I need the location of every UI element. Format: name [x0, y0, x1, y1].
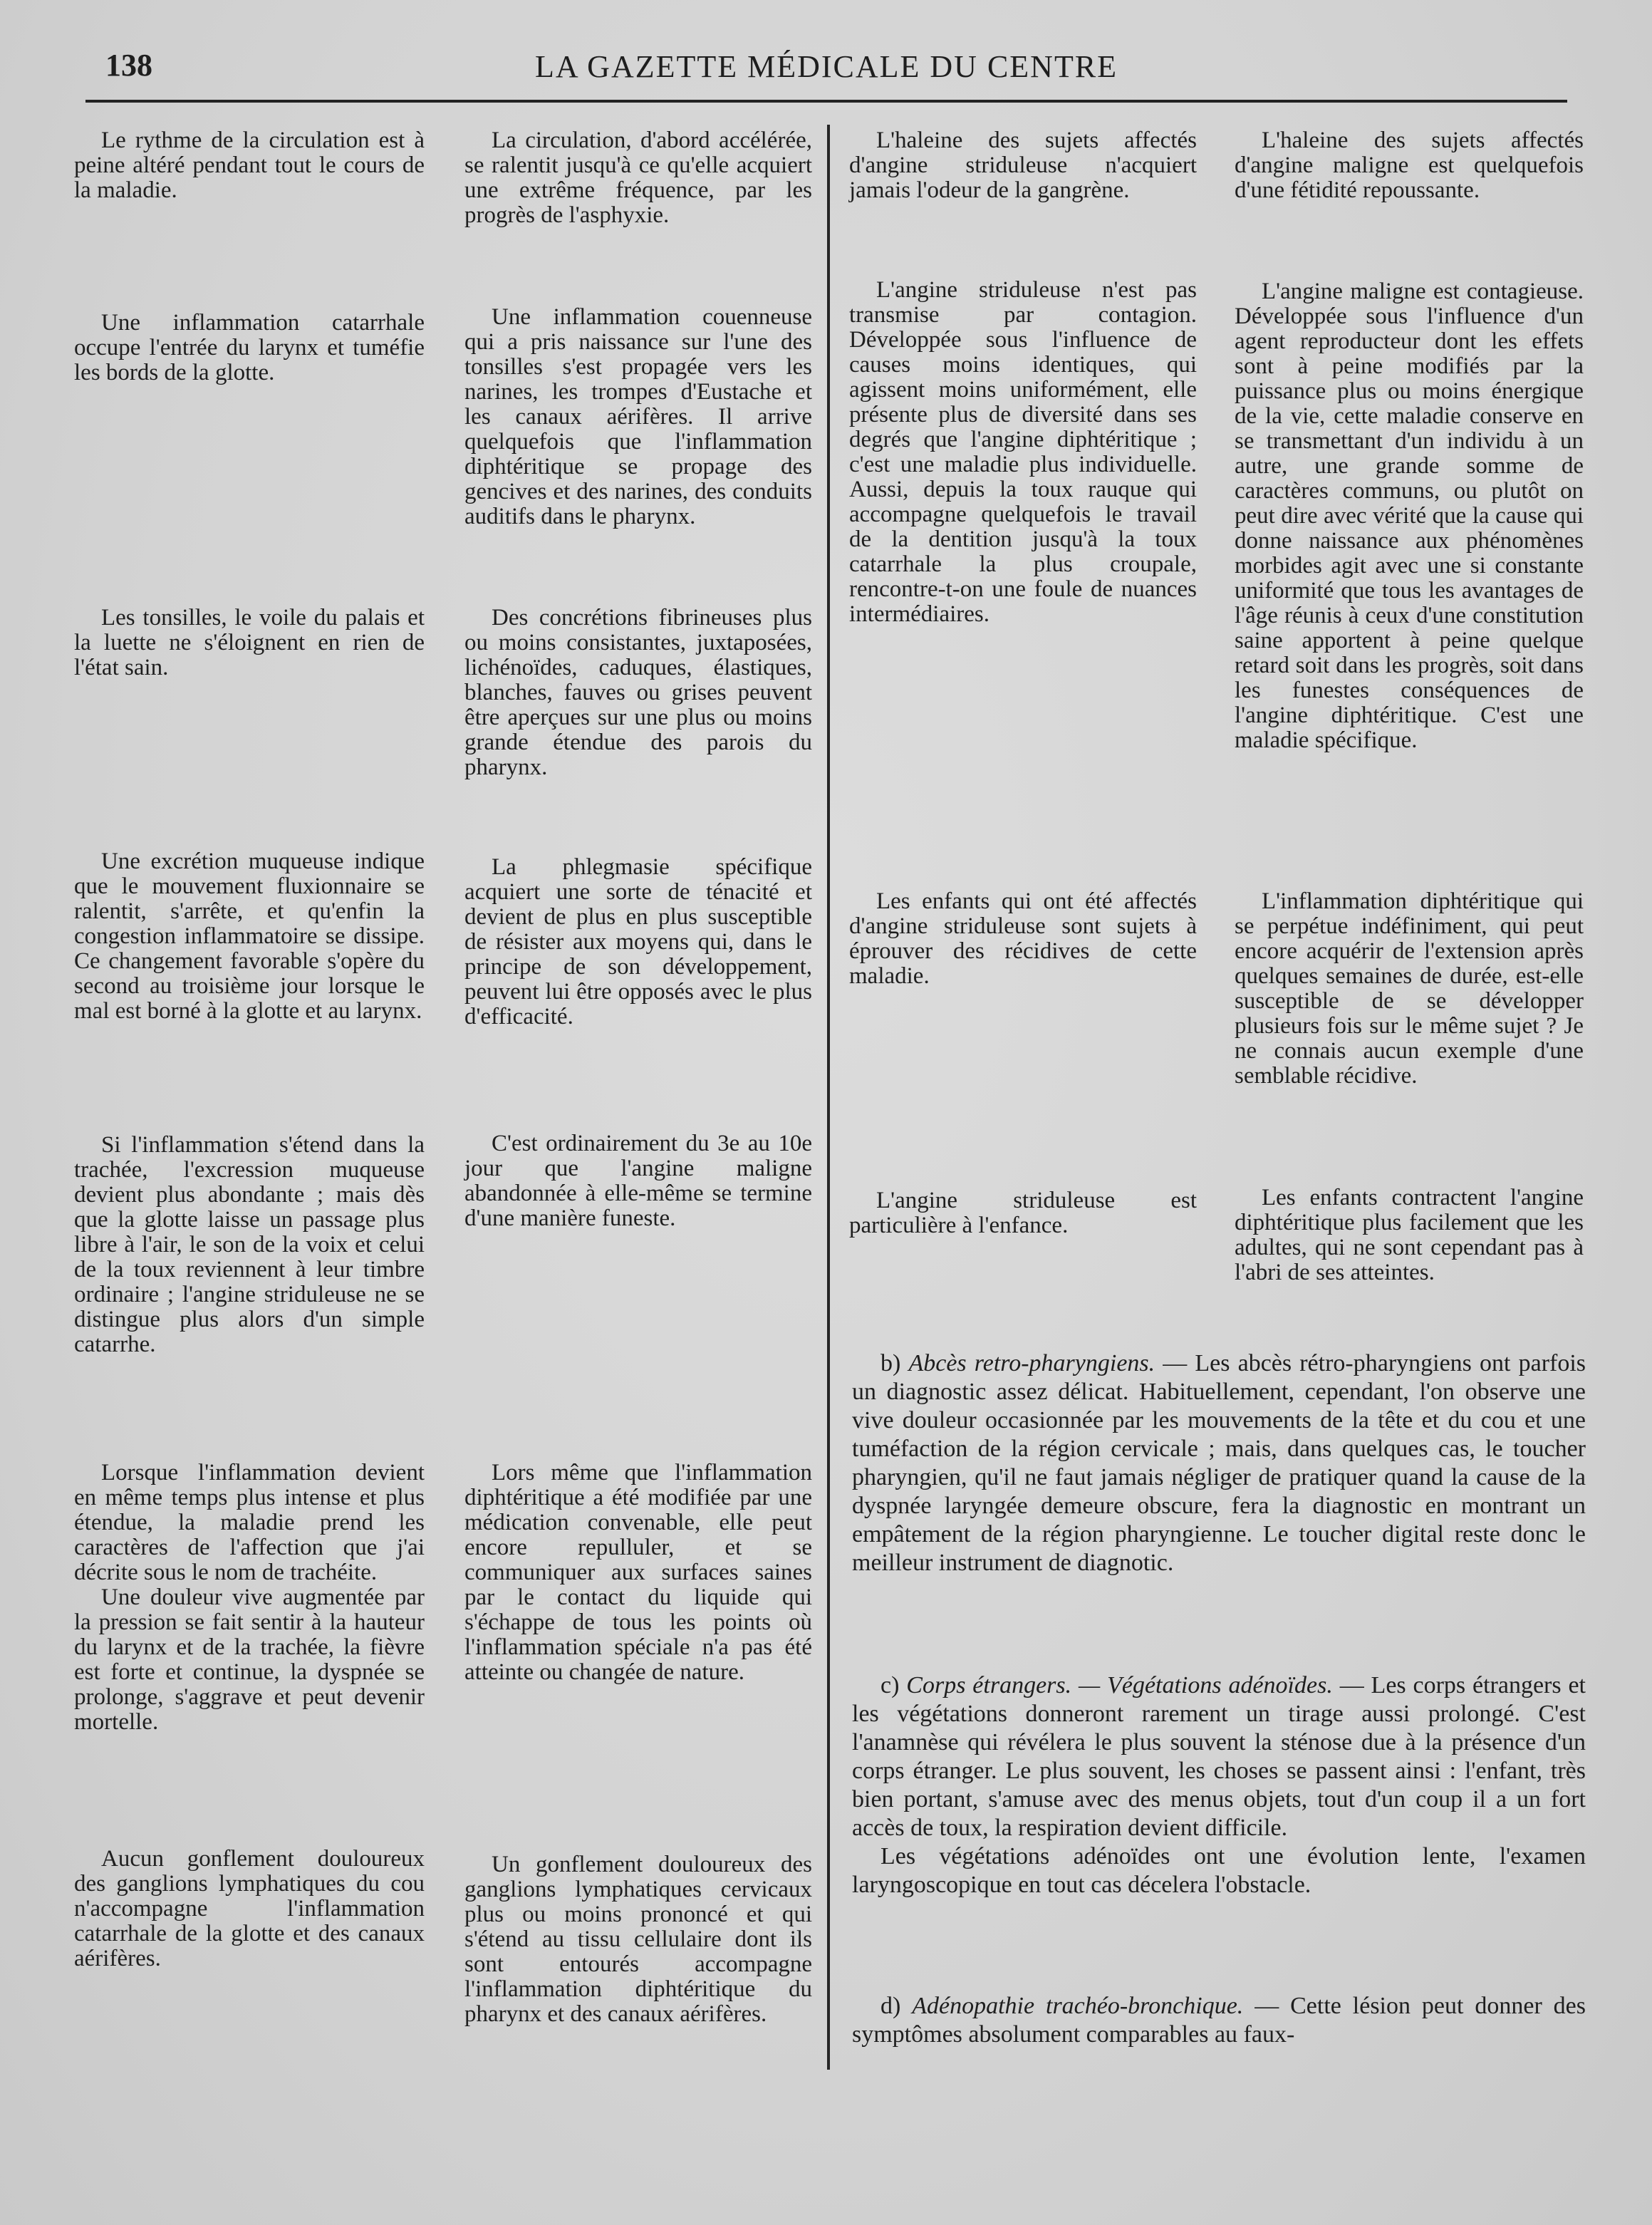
paragraph: Une inflammation catarrhale occupe l'entrée du larynx et tuméfie les bords de la glotte.: [74, 310, 425, 385]
paragraph: Un gonflement douloureux des ganglions lymphatiques cervicaux plus ou moins prononcé et qui s'étend au tissu cellulaire dont ils sont entourés accompagne l'inflammation diphtéritique du pharynx et des canaux aérifères.: [464, 1852, 812, 2027]
page-header: [85, 44, 1567, 94]
paragraph: C'est ordinairement du 3e au 10e jour que l'angine maligne abandonnée à elle-même se termine d'une manière funeste.: [464, 1131, 812, 1231]
column-divider: [827, 125, 830, 2070]
paragraph: Des concrétions fibrineuses plus ou moins consistantes, juxtaposées, lichénoïdes, caduques, élastiques, blanches, fauves ou grises peuvent être aperçues sur une plus ou moins grande étendue des parois du pharynx.: [464, 605, 812, 780]
paragraph: La circulation, d'abord accélérée, se ralentit jusqu'à ce qu'elle acquiert une extrême fréquence, par les progrès de l'asphyxie.: [464, 128, 812, 228]
page-number: 138: [105, 48, 152, 83]
paragraph: Les enfants qui ont été affectés d'angine striduleuse sont sujets à éprouver des récidives de cette maladie.: [849, 888, 1197, 989]
paragraph: Lorsque l'inflammation devient en même temps plus intense et plus étendue, la maladie prend les caractères de l'affection que j'ai décrite sous le nom de trachéite. Une douleur vive augmentée par la pression se fait sentir à la hauteur du larynx et de la trachée, la fièvre est forte et continue, la dyspnée se prolonge, s'aggrave et peut devenir mortelle.: [74, 1460, 425, 1735]
paragraph: Une inflammation couenneuse qui a pris naissance sur l'une des tonsilles s'est propagée vers les narines, les trompes d'Eustache et les canaux aérifères. Il arrive quelquefois que l'inflammation diphtéritique se propage des gencives et des narines, des conduits auditifs dans le pharynx.: [464, 304, 812, 529]
paragraph: Les tonsilles, le voile du palais et la luette ne s'éloignent en rien de l'état sain.: [74, 605, 425, 680]
paragraph: Si l'inflammation s'étend dans la trachée, l'excression muqueuse devient plus abondante ; mais dès que la glotte laisse un passage plus libre à l'air, le son de la voix et celui de la toux reviennent à leur timbre ordinaire ; l'angine striduleuse ne se distingue plus alors d'un simple catarrhe.: [74, 1132, 425, 1357]
paragraph: Lors même que l'inflammation diphtéritique a été modifiée par une médication convenable, elle peut encore repulluler, et se communiquer aux surfaces saines par le contact du liquide qui s'échappe de tous les points où l'inflammation spéciale n'a pas été atteinte ou changée de nature.: [464, 1460, 812, 1685]
paragraph: L'haleine des sujets affectés d'angine striduleuse n'acquiert jamais l'odeur de la gangrène.: [849, 128, 1197, 203]
section-b: b) Abcès retro-pharyngiens. — Les abcès rétro-pharyngiens ont parfois un diagnostic assez délicat. Habituellement, cependant, l'on observe une vive douleur occasionnée par les mouvements de la tête et du cou et une tuméfaction de la région cervicale ; mais, dans quelques cas, le toucher pharyngien, qu'il ne faut jamais négliger de pratiquer quand la cause de la dyspnée laryngée demeure obscure, fera la diagnostic en montrant un empâtement de la région pharyngienne. Le toucher digital reste donc le meilleur instrument de diagnotic.: [852, 1350, 1586, 1576]
journal-title: LA GAZETTE MÉDICALE DU CENTRE: [534, 49, 1118, 84]
paragraph: L'angine striduleuse n'est pas transmise par contagion. Développée sous l'influence de causes moins identiques, qui agissent moins uniformément, elle présente plus de diversité dans ses degrés que l'angine diphtéritique ; c'est une maladie plus individuelle. Aussi, depuis la toux rauque qui accompagne quelquefois le travail de la dentition jusqu'à la toux catarrhale la plus croupale, rencontre-t-on une foule de nuances intermédiaires.: [849, 277, 1197, 627]
paragraph: L'inflammation diphtéritique qui se perpétue indéfiniment, qui peut encore acquérir de l'extension après quelques semaines de durée, est-elle susceptible de se développer plusieurs fois sur le même sujet ? Je ne connais aucun exemple d'une semblable récidive.: [1235, 888, 1584, 1089]
paragraph: Les enfants contractent l'angine diphtéritique plus facilement que les adultes, qui ne sont cependant pas à l'abri de ses atteintes.: [1235, 1185, 1584, 1285]
paragraph: L'haleine des sujets affectés d'angine maligne est quelquefois d'une fétidité repoussante.: [1235, 128, 1584, 203]
paragraph: Aucun gonflement douloureux des ganglions lymphatiques du cou n'accompagne l'inflammation catarrhale de la glotte et des canaux aérifères.: [74, 1846, 425, 1971]
paragraph: L'angine striduleuse est particulière à l'enfance.: [849, 1188, 1197, 1238]
paragraph: La phlegmasie spécifique acquiert une sorte de ténacité et devient de plus en plus susceptible de résister aux moyens qui, dans le principe de son développement, peuvent lui être opposés avec le plus d'efficacité.: [464, 854, 812, 1029]
section-c: c) Corps étrangers. — Végétations adénoïdes. — Les corps étrangers et les végétations donneront rarement un tirage aussi prolongé. C'est l'anamnèse qui révélera le plus souvent la sténose due à la présence d'un corps étranger. Le plus souvent, les choses se passent ainsi : l'enfant, très bien portant, s'amuse avec des menus objets, tout d'un coup il a un fort accès de toux, la respiration devient difficile. Les végétations adénoïdes ont une évolution lente, l'examen laryngoscopique en tout cas décelera l'obstacle.: [852, 1672, 1586, 1898]
header-rule: [85, 100, 1567, 103]
paragraph: Une excrétion muqueuse indique que le mouvement fluxionnaire se ralentit, s'arrête, et qu'enfin la congestion inflammatoire se dissipe. Ce changement favorable s'opère du second au troisième jour lorsque le mal est borné à la glotte et au larynx.: [74, 849, 425, 1024]
paragraph: L'angine maligne est contagieuse. Développée sous l'influence d'un agent reproducteur dont les effets sont à peine modifiés par la puissance plus ou moins énergique de la vie, cette maladie conserve en se transmettant d'un individu à un autre, une grande somme de caractères communs, ou plutôt on peut dire avec vérité que la cause qui donne naissance aux phénomènes morbides agit avec une si constante uniformité que tous les avantages de l'âge réunis à ceux d'une constitution saine apportent à peine quelque retard soit dans les progrès, soit dans les funestes conséquences de l'angine diphtéritique. C'est une maladie spécifique.: [1235, 279, 1584, 753]
paragraph: Le rythme de la circulation est à peine altéré pendant tout le cours de la maladie.: [74, 128, 425, 203]
section-d: d) Adénopathie trachéo-bronchique. — Cette lésion peut donner des symptômes absolument comparables au faux-: [852, 1993, 1586, 2048]
